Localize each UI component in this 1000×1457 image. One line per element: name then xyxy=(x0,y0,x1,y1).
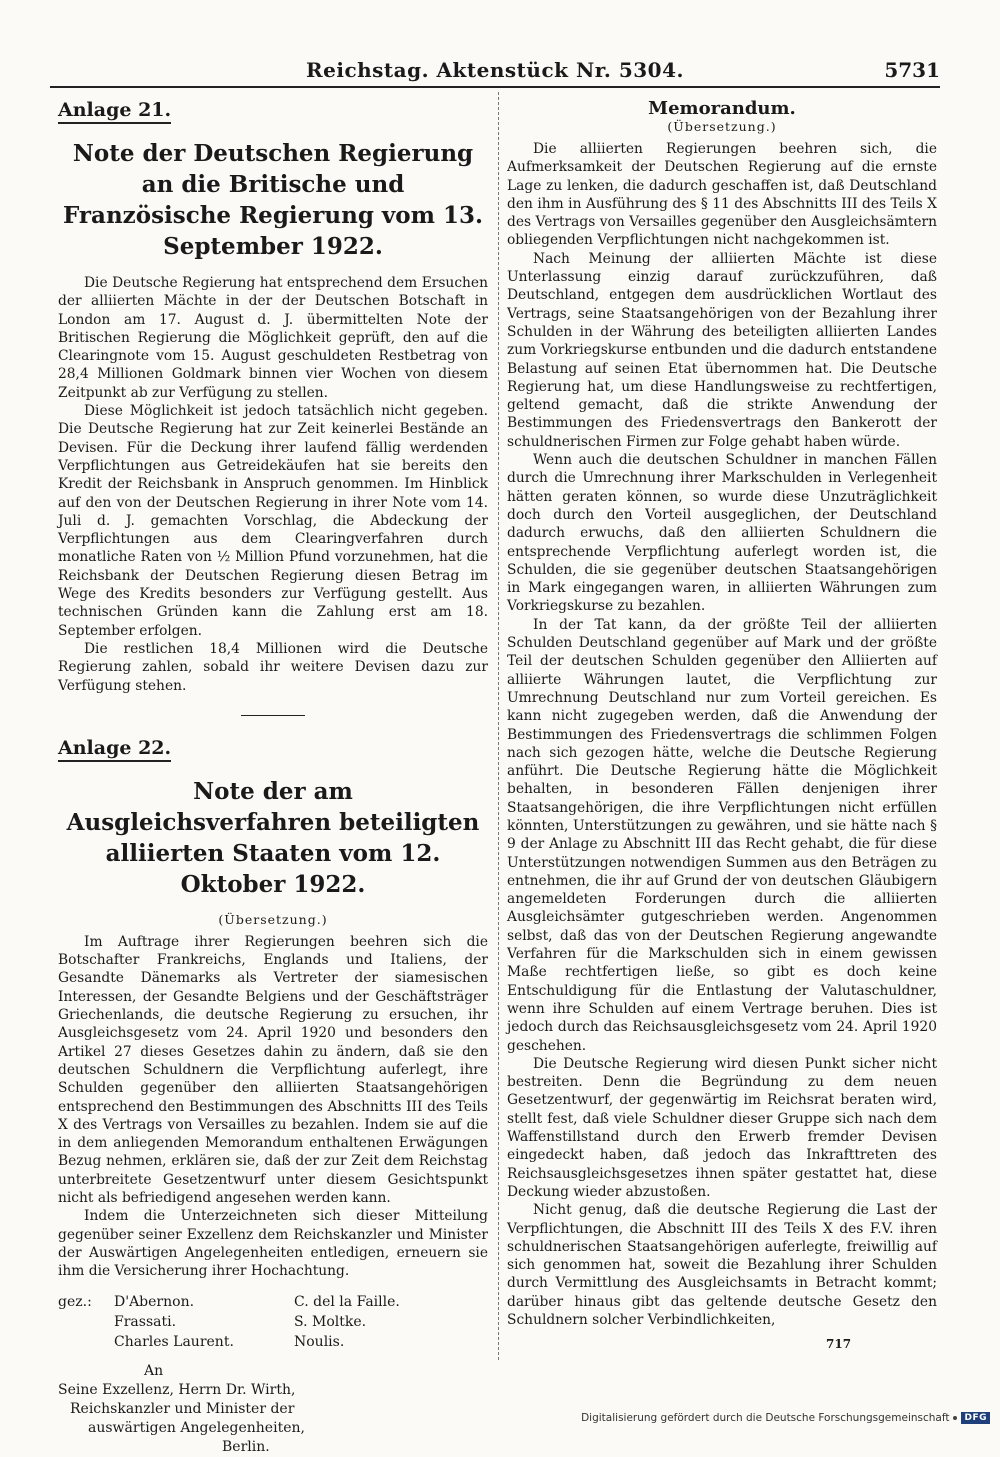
address-line: auswärtigen Angelegenheiten, xyxy=(88,1420,305,1437)
signature-name: Noulis. xyxy=(294,1334,345,1351)
bullet-icon xyxy=(953,1416,957,1420)
column-divider xyxy=(498,92,499,1360)
memorandum-paragraph: Die Deutsche Regierung wird diesen Punkt sicher nicht bestreiten. Denn die Begründung zu dem neuen Gesetzentwurf, der gegenwärtig im Reichsrat beraten wird, stellt fest, daß viele Schuldner dieser Gruppe sich nach dem Waffenstillstand durch den Erwerb fremder Devisen eingedeckt haben, daß jedoch das Inkrafttreten des Reichsausgleichsgesetzes ihnen später gestattet hat, diese Deckung wieder abzustoßen. xyxy=(507,1055,937,1200)
signature-name: D'Abernon. xyxy=(114,1294,195,1311)
memorandum-title: Memorandum. xyxy=(648,98,796,119)
signatures xyxy=(58,1292,488,1352)
anlage-21-paragraph: Die restlichen 18,4 Millionen wird die Deutsche Regierung zahlen, sobald ihr weitere Devisen dazu zur Verfügung stehen. xyxy=(58,640,488,694)
memorandum-paragraph: Nach Meinung der alliierten Mächte ist diese Unterlassung einzig darauf zurückzuführen, daß Deutschland, entgegen dem ausdrücklichen Wortlaut des Vertrags, seine Staatsangehörigen von der Bezahlung ihrer Schulden in der Währung des beteiligten alliierten Landes zum Vorkriegskurse entbunden und die dadurch entstandene Belastung auf seinen Etat übernommen hat. Die Deutsche Regierung hat, um diese Handlungsweise zu rechtfertigen, geltend gemacht, daß die strikte Anwendung der Bestimmungen des Friedensvertrags den Bankerott der schuldnerischen Firmen zur Folge gehabt haben würde. xyxy=(507,250,937,450)
address-to: An xyxy=(144,1363,164,1380)
signature-name: Charles Laurent. xyxy=(114,1334,234,1351)
anlage-21-paragraph: Diese Möglichkeit ist jedoch tatsächlich nicht gegeben. Die Deutsche Regierung hat zur Zeit keinerlei Bestände an Devisen. Für die Deckung ihrer laufend fällig werdenden Verpflichtungen aus Getreidekäufen hat sie bereits den Kredit der Reichsbank in Anspruch genommen. Im Hinblick auf den von der Deutschen Regierung in ihrer Note vom 14. Juli d. J. gemachten Vorschlag, die Abdeckung der Verpflichtungen aus dem Clearingverfahren durch monatliche Raten von ½ Million Pfund vorzunehmen, hat die Reichsbank der Deutschen Regierung diesen Betrag im Wege des Kredits besonders zur Verfügung gestellt. Aus technischen Gründen kann die Zahlung erst am 18. September erfolgen. xyxy=(58,403,488,639)
anlage-22-headline: Note der am Ausgleichsverfahren beteiligten alliierten Staaten vom 12. Oktober 1922. xyxy=(66,777,480,898)
address-line: Seine Exzellenz, Herrn Dr. Wirth, xyxy=(58,1382,296,1399)
folio-number: 717 xyxy=(826,1337,852,1351)
anlage-22-label: Anlage 22. xyxy=(58,736,171,762)
running-title: Reichstag. Aktenstück Nr. 5304. xyxy=(306,58,684,82)
address-block xyxy=(58,1362,488,1457)
signature-name: C. del la Faille. xyxy=(294,1294,400,1311)
signature-name: Frassati. xyxy=(114,1314,177,1331)
digitization-footer xyxy=(581,1412,990,1424)
dfg-logo-icon: DFG xyxy=(961,1412,990,1424)
address-line: Reichskanzler und Minister der xyxy=(70,1401,295,1418)
memorandum-paragraph: Wenn auch die deutschen Schuldner in manchen Fällen durch die Umrechnung ihrer Markschulden in Verlegenheit hätten geraten können, so wurde diese Unzuträglichkeit doch durch den Vorteil ausgeglichen, der Deutschland dadurch erwuchs, daß den alliierten Schuldnern die entsprechende Verpflichtung auferlegt worden ist, die Schulden, die sie gegenüber deutschen Staatsangehörigen in Mark eingegangen waren, in alliierten Währungen zum Vorkriegskurse zu bezahlen. xyxy=(507,452,937,615)
anlage-21-headline: Note der Deutschen Regierung an die Britische und Französische Regierung vom 13. September 1922. xyxy=(63,140,483,260)
section-separator xyxy=(241,715,305,716)
page-number: 5731 xyxy=(884,58,940,82)
memorandum-paragraph: In der Tat kann, da der größte Teil der alliierten Schulden Deutschland gegenüber auf Mark und der größte Teil der deutschen Schulden gegenüber den Alliierten auf alliierte Währungen lautet, die Verpflichtung zur Umrechnung Deutschland nur zum Vorteil gereichen. Es kann nicht zugegeben werden, daß die Anwendung der Bestimmungen des Friedensvertrags die schlimmen Folgen nach sich gezogen hätte, welche die Deutsche Regierung anführt. Die Deutsche Regierung hätte die Möglichkeit behalten, in besonderen Fällen denjenigen ihrer Staatsangehörigen, die ihre Verpflichtungen nicht erfüllen könnten, Unterstützungen zu gewähren, und sie hätte nach § 9 der Anlage zu Abschnitt III das Recht gehabt, die für diese Unterstützungen notwendigen Summen aus den Beträgen zu entnehmen, die ihr auf Grund der von deutschen Gläubigern angemeldeten Forderungen durch die alliierten Ausgleichsämter gutgeschrieben werden. Angenommen selbst, daß das von der Deutschen Regierung angewandte Verfahren für die Markschulden sich in einem gewissen Maße rechtfertigen ließe, so gibt es doch keine Entschuldigung für die Entlastung der Valutaschuldner, wenn ihre Schulden auf einem Vertrage beruhen. Dies ist jedoch durch das Reichsausgleichsgesetz vom 24. April 1920 geschehen. xyxy=(507,616,937,1054)
anlage-21-label: Anlage 21. xyxy=(58,98,171,124)
anlage-22-paragraph: Im Auftrage ihrer Regierungen beehren sich die Botschafter Frankreichs, Englands und Italiens, der Gesandte Dänemarks als Vertreter der siamesischen Interessen, der Gesandte Belgiens und der Geschäftsträger Griechenlands, die deutsche Regierung zu ersuchen, ihr Ausgleichsgesetz vom 24. April 1920 und besonders den Artikel 27 dieses Gesetzes dahin zu ändern, daß sie den deutschen Schuldnern die Verpflichtung auferlegt, ihre Schulden gegenüber den alliierten Staatsangehörigen entsprechend den Bestimmungen des Abschnitts III des Teils X des Vertrags von Versailles zu bezahlen. Indem sie auf die in dem anliegenden Memorandum enthaltenen Erwägungen Bezug nehmen, erklären sie, daß der zur Zeit dem Reichstag unterbreitete Gesetzentwurf unter diesem Gesichtspunkt nicht als befriedigend angesehen werden kann. xyxy=(58,933,488,1206)
page-header xyxy=(50,52,940,88)
memorandum-paragraph: Nicht genug, daß die deutsche Regierung die Last der Verpflichtungen, die Abschnitt III des Teils X des F.V. ihren schuldnerischen Staatsangehörigen auferlegte, freiwillig auf sich genommen hat, soweit die Bezahlung ihrer Schulden durch Vermittlung des Ausgleichsamts in Betracht kommt; darüber hinaus gibt das geltende deutsche Gesetz den Schuldnern solcher Verbindlichkeiten, xyxy=(507,1202,937,1328)
anlage-22-translation-note: (Übersetzung.) xyxy=(218,911,328,927)
signature-prefix: gez.: xyxy=(58,1294,92,1311)
memorandum-paragraph: Die alliierten Regierungen beehren sich, die Aufmerksamkeit der Deutschen Regierung auf die ernste Lage zu lenken, die dadurch geschaffen ist, daß Deutschland den ihm in Ausführung des § 11 des Abschnitts III des Teils X des Vertrags von Versailles gegenüber den Ausgleichsämtern obliegenden Verpflichtungen nicht nachgekommen ist. xyxy=(507,141,937,249)
anlage-21-paragraph: Die Deutsche Regierung hat entsprechend dem Ersuchen der alliierten Mächte in der der Deutschen Botschaft in London am 17. August d. J. übermittelten Note der Britischen Regierung die Möglichkeit geprüft, den auf die Clearingnote vom 15. August geschuldeten Restbetrag von 28,4 Millionen Goldmark binnen vier Wochen von diesem Zeitpunkt ab zur Verfügung zu stellen. xyxy=(58,275,488,401)
address-line: Berlin. xyxy=(222,1439,270,1456)
signature-name: S. Moltke. xyxy=(294,1314,367,1331)
right-column xyxy=(507,98,937,1329)
left-column xyxy=(58,98,488,1457)
memorandum-translation-note: (Übersetzung.) xyxy=(667,119,777,134)
anlage-22-paragraph: Indem die Unterzeichneten sich dieser Mitteilung gegenüber seiner Exzellenz dem Reichskanzler und Minister der Auswärtigen Angelegenheiten entledigen, erneuern sie ihm die Versicherung ihrer Hochachtung. xyxy=(58,1208,488,1280)
footer-text: Digitalisierung gefördert durch die Deutsche Forschungsgemeinschaft xyxy=(581,1412,950,1424)
